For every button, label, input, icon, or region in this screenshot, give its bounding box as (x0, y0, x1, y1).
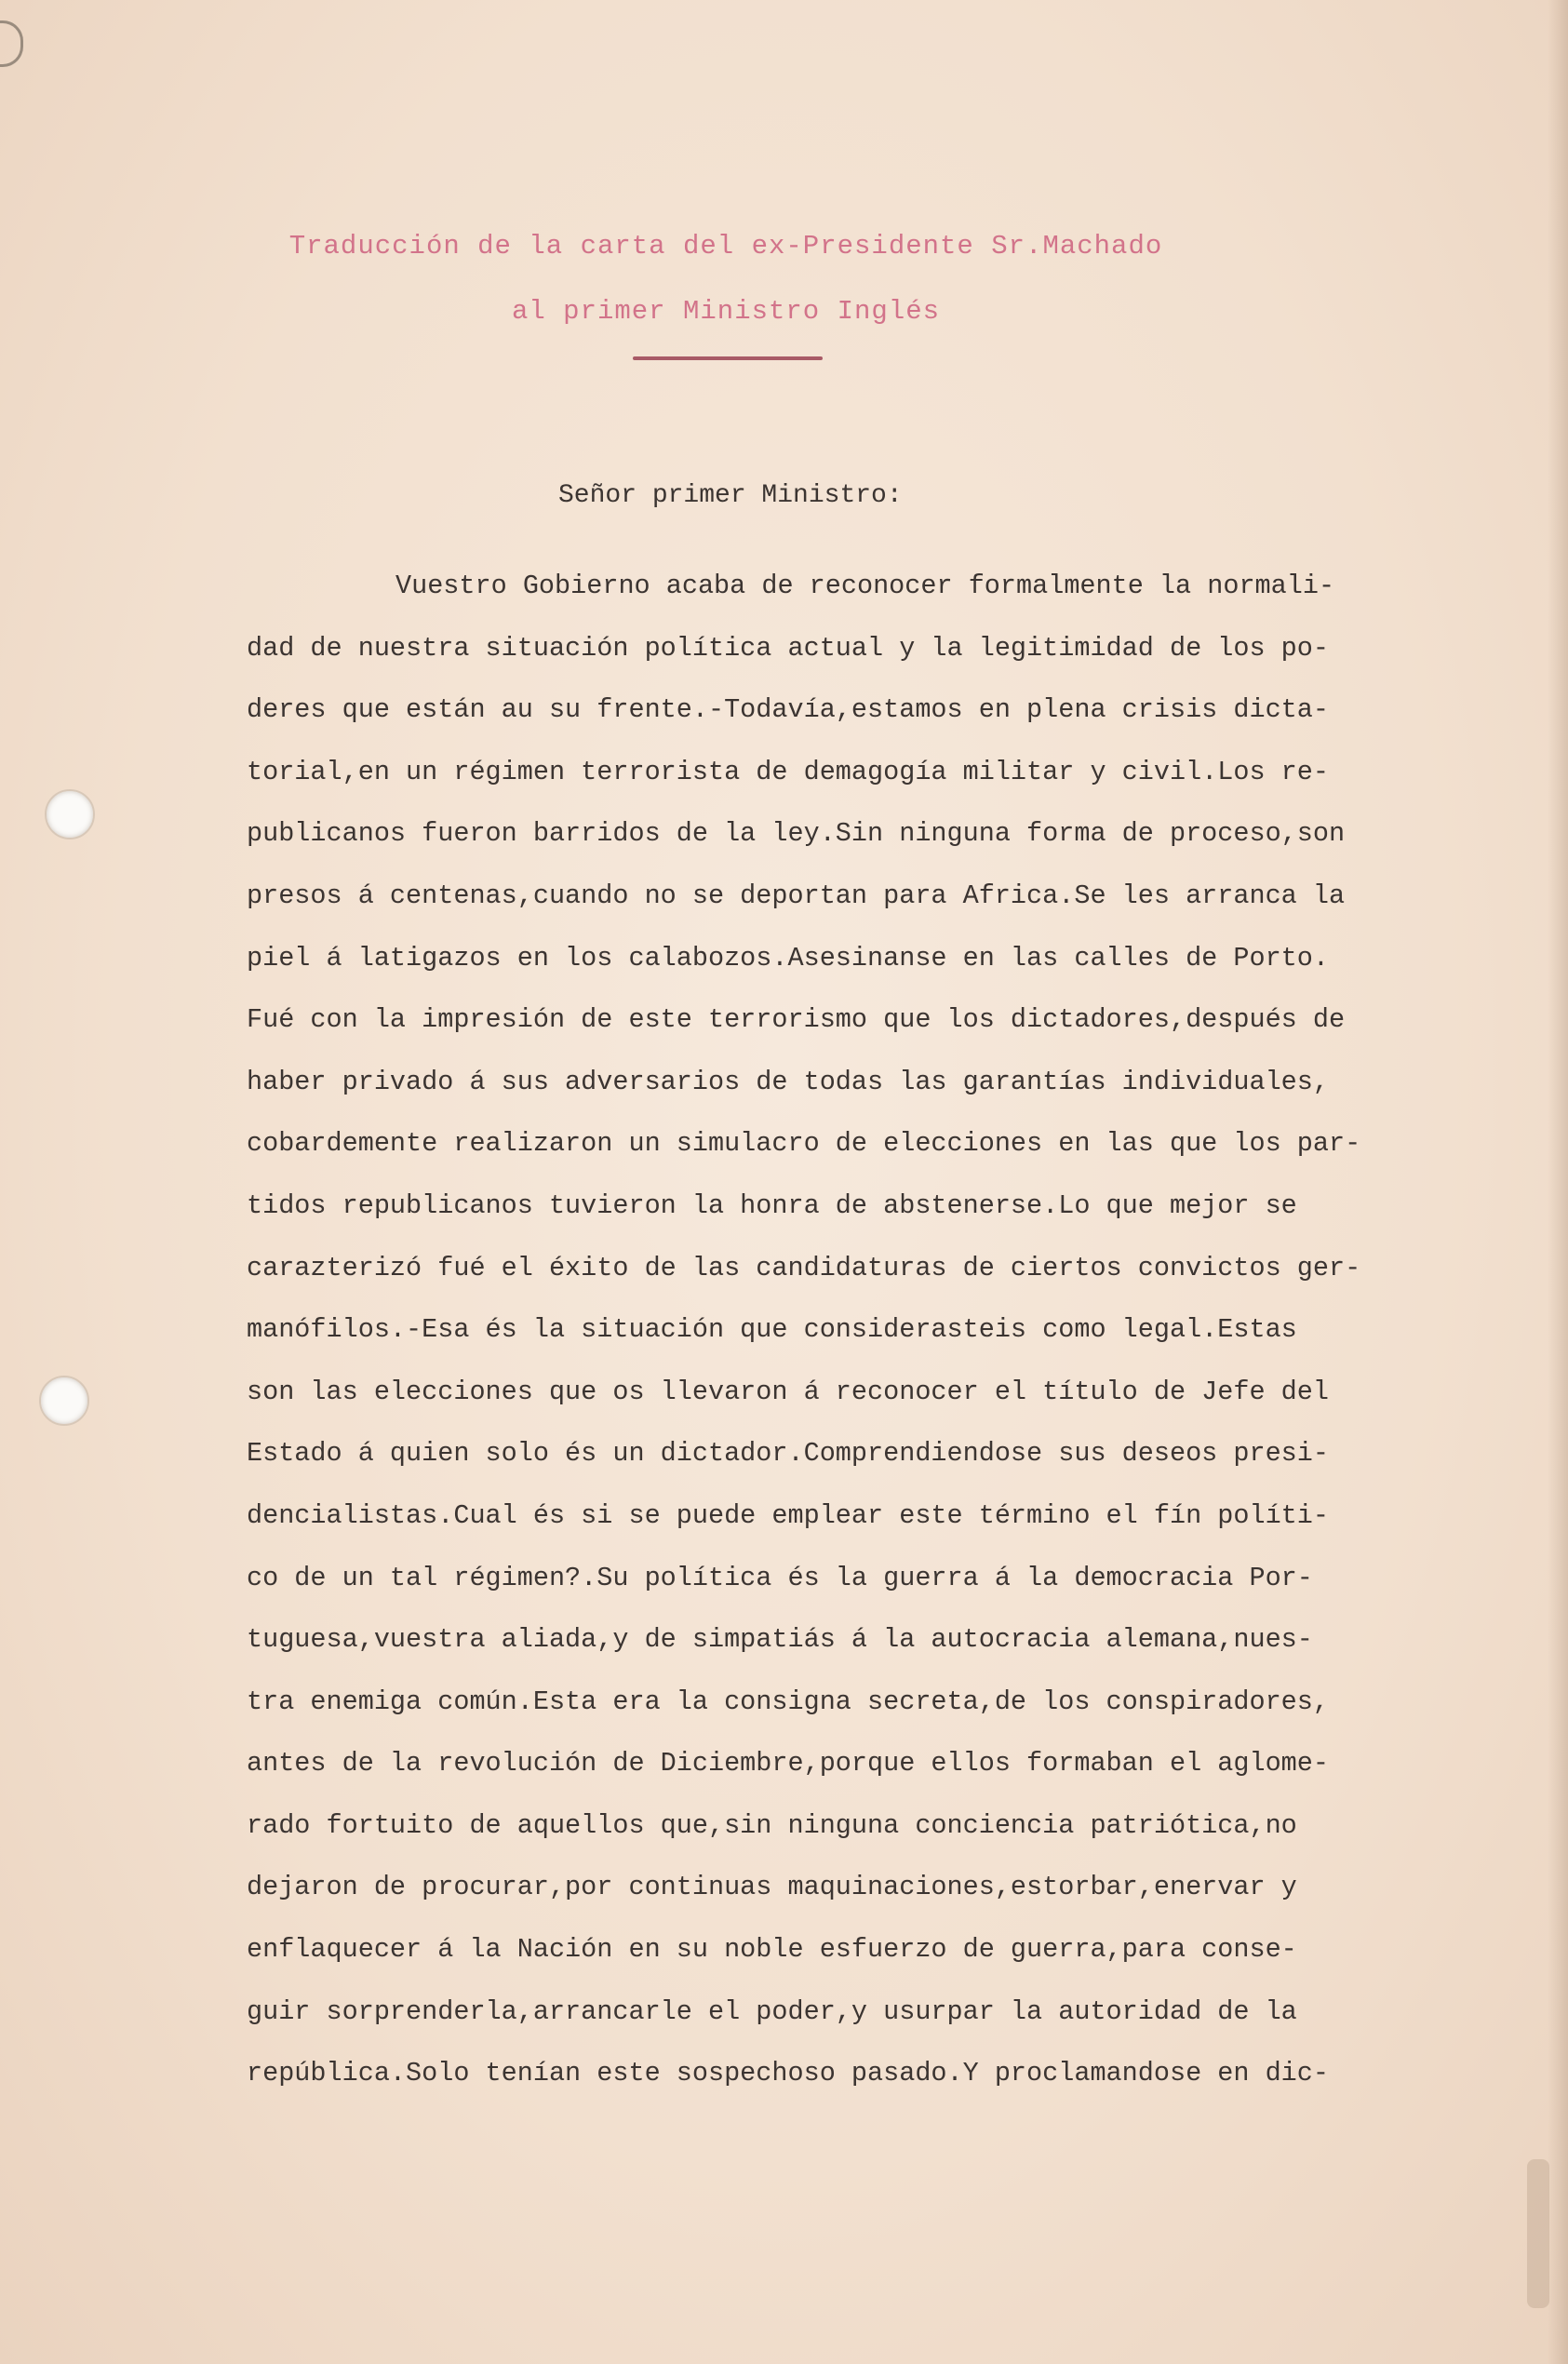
paper-stain (1527, 2159, 1549, 2308)
punch-hole-bottom (39, 1376, 89, 1426)
body-line: co de un tal régimen?.Su política és la guerra á la democracia Por- (247, 1562, 1313, 1593)
punch-hole-top (45, 789, 95, 839)
body-line: cobardemente realizaron un simulacro de elecciones en las que los par- (247, 1128, 1361, 1160)
body-line: piel á latigazos en los calabozos.Asesinanse en las calles de Porto. (247, 942, 1329, 974)
page-edge-shadow (1548, 0, 1568, 2364)
body-line: presos á centenas,cuando no se deportan para Africa.Se les arranca la (247, 880, 1346, 911)
body-line: dencialistas.Cual és si se puede emplear este término el fín políti- (247, 1499, 1329, 1531)
body-line: manófilos.-Esa és la situación que considerasteis como legal.Estas (247, 1314, 1297, 1346)
body-line: carazterizó fué el éxito de las candidaturas de ciertos convictos ger- (247, 1252, 1361, 1283)
body-line: Vuestro Gobierno acaba de reconocer formalmente la normali- (395, 571, 1335, 601)
body-line: enflaquecer á la Nación en su noble esfuerzo de guerra,para conse- (247, 1934, 1297, 1966)
body-line: son las elecciones que os llevaron á reconocer el título de Jefe del (247, 1376, 1329, 1407)
body-line: tuguesa,vuestra aliada,y de simpatiás á la autocracia alemana,nues- (247, 1624, 1313, 1656)
staple-mark (0, 20, 23, 67)
body-line: rado fortuito de aquellos que,sin ninguna conciencia patriótica,no (247, 1809, 1297, 1841)
body-line: antes de la revolución de Diciembre,porque ellos formaban el aglome- (247, 1748, 1329, 1780)
document-title-line-2: al primer Ministro Inglés (511, 296, 941, 327)
title-underline (633, 356, 823, 360)
body-line: guir sorprenderla,arrancarle el poder,y usurpar la autoridad de la (247, 1995, 1297, 2027)
body-line: haber privado á sus adversarios de todas las garantías individuales, (247, 1066, 1329, 1097)
body-line: tra enemiga común.Esta era la consigna secreta,de los conspiradores, (247, 1686, 1329, 1717)
document-title-line-1: Traducción de la carta del ex-Presidente Sr.Machado (288, 231, 1163, 262)
body-line: publicanos fueron barridos de la ley.Sin ninguna forma de proceso,son (247, 818, 1346, 850)
body-line: dad de nuestra situación política actual y la legitimidad de los po- (247, 632, 1329, 664)
body-line: deres que están au su frente.-Todavía,estamos en plena crisis dicta- (247, 694, 1329, 726)
body-line: tidos republicanos tuvieron la honra de abstenerse.Lo que mejor se (247, 1189, 1297, 1221)
letter-body (247, 568, 1531, 2117)
body-line: torial,en un régimen terrorista de demagogía militar y civil.Los re- (247, 756, 1329, 787)
body-line: república.Solo tenían este sospechoso pasado.Y proclamandose en dic- (247, 2058, 1329, 2089)
body-line: dejaron de procurar,por continuas maquinaciones,estorbar,enervar y (247, 1872, 1297, 1903)
body-line: Estado á quien solo és un dictador.Comprendiendose sus deseos presi- (247, 1438, 1329, 1470)
salutation: Señor primer Ministro: (558, 481, 903, 510)
body-line: Fué con la impresión de este terrorismo que los dictadores,después de (247, 1004, 1346, 1036)
